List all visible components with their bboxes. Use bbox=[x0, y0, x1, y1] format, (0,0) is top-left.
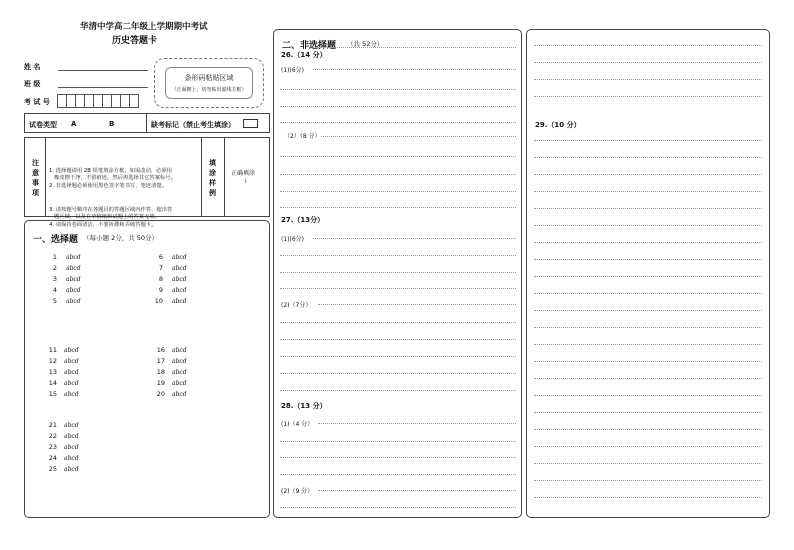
choice-title: 一、选择题 bbox=[33, 235, 79, 245]
exam-no-boxes[interactable] bbox=[58, 94, 139, 106]
nonchoice-section bbox=[273, 29, 522, 518]
choice-row[interactable]: 12 abcd bbox=[48, 357, 79, 365]
paper-type-label: 试卷类型 bbox=[29, 121, 57, 129]
name-label: 姓 名 bbox=[24, 63, 41, 71]
notes-list: 1. 选择题请用 2B 铅笔填涂方框，如需改动，必须用 橡皮擦干净，不留痕迹，然后再选择其它答案标号。 2. 非选择题必须使用黑色签字笔书写，笔迹清楚。 3. 请按题号顺序在各题目的答题区域内作答，超出答 题区域，以及在草稿纸和试题上的答案无效。 4. 请保持卷面清洁，不要折叠和弄破答题卡。 bbox=[49, 167, 176, 229]
exam-no-label: 考 试 号 bbox=[24, 98, 50, 106]
answer-line[interactable] bbox=[534, 157, 762, 158]
choice-row[interactable]: 3 abcd bbox=[52, 275, 81, 283]
answer-line[interactable] bbox=[280, 191, 516, 192]
choice-row[interactable]: 13 abcd bbox=[48, 368, 79, 376]
q26-heading: 26.（14 分） bbox=[281, 51, 327, 59]
answer-line[interactable] bbox=[313, 69, 516, 70]
choice-row[interactable]: 18 abcd bbox=[156, 368, 187, 376]
answer-line[interactable] bbox=[280, 457, 516, 458]
answer-line[interactable] bbox=[534, 276, 762, 277]
answer-line[interactable] bbox=[280, 89, 516, 90]
group2-left bbox=[47, 345, 79, 400]
answer-line[interactable] bbox=[534, 395, 762, 396]
choice-row[interactable]: 24 abcd bbox=[48, 454, 79, 462]
choice-row[interactable]: 15 abcd bbox=[48, 390, 79, 398]
answer-line[interactable] bbox=[534, 378, 762, 379]
answer-line[interactable] bbox=[534, 293, 762, 294]
group1-left bbox=[47, 252, 81, 307]
answer-line[interactable] bbox=[280, 207, 516, 208]
q28-heading: 28.（13 分） bbox=[281, 402, 327, 410]
answer-line[interactable] bbox=[534, 225, 762, 226]
correct-fill-mark: i bbox=[245, 178, 247, 185]
answer-line[interactable] bbox=[280, 174, 516, 175]
answer-line[interactable] bbox=[534, 412, 762, 413]
choice-row[interactable]: 8 abcd bbox=[158, 275, 187, 283]
answer-line[interactable] bbox=[534, 208, 762, 209]
q28-part2: (2)（9 分） bbox=[281, 488, 314, 495]
choice-subtitle: （每小题 2分，共 50分） bbox=[83, 234, 159, 242]
choice-row[interactable]: 9 abcd bbox=[158, 286, 187, 294]
paper-type-a[interactable]: A bbox=[71, 120, 77, 128]
choice-row[interactable]: 7 abcd bbox=[158, 264, 187, 272]
paper-type-row bbox=[24, 113, 270, 133]
answer-line[interactable] bbox=[534, 191, 762, 192]
q27-part1: (1)(6分) bbox=[281, 236, 304, 243]
choice-row[interactable]: 25 abcd bbox=[48, 465, 79, 473]
paper-type-b[interactable]: B bbox=[109, 120, 115, 128]
barcode-title: 条形码粘贴区域 bbox=[184, 74, 234, 82]
answer-line[interactable] bbox=[534, 361, 762, 362]
correct-fill-label: 正确填涂 bbox=[231, 170, 256, 177]
answer-line[interactable] bbox=[280, 339, 516, 340]
answer-line[interactable] bbox=[534, 62, 762, 63]
answer-line[interactable] bbox=[534, 497, 762, 498]
group2-right bbox=[155, 345, 187, 400]
answer-line[interactable] bbox=[534, 96, 762, 97]
answer-line[interactable] bbox=[280, 356, 516, 357]
answer-line[interactable] bbox=[280, 474, 516, 475]
choice-row[interactable]: 17 abcd bbox=[156, 357, 187, 365]
answer-line[interactable] bbox=[534, 480, 762, 481]
choice-row[interactable]: 2 abcd bbox=[52, 264, 81, 272]
answer-line[interactable] bbox=[534, 140, 762, 141]
group3 bbox=[47, 420, 79, 475]
answer-line[interactable] bbox=[321, 136, 516, 137]
notes-box bbox=[24, 137, 270, 229]
choice-row[interactable]: 1 abcd bbox=[52, 253, 81, 261]
notes-label: 注 意 事 项 bbox=[32, 159, 39, 197]
answer-line[interactable] bbox=[280, 373, 516, 374]
choice-row[interactable]: 23 abcd bbox=[48, 443, 79, 451]
answer-line[interactable] bbox=[534, 259, 762, 260]
choice-row[interactable]: 20 abcd bbox=[156, 390, 187, 398]
choice-row[interactable]: 21 abcd bbox=[48, 421, 79, 429]
class-field[interactable] bbox=[58, 87, 148, 88]
answer-line[interactable] bbox=[280, 122, 516, 123]
answer-line[interactable] bbox=[318, 490, 516, 491]
choice-row[interactable]: 4 abcd bbox=[52, 286, 81, 294]
exam-title: 华清中学高二年级上学期期中考试 bbox=[80, 22, 208, 32]
answer-line[interactable] bbox=[318, 304, 516, 305]
choice-row[interactable]: 16 abcd bbox=[156, 346, 187, 354]
choice-section bbox=[24, 220, 270, 518]
answer-line[interactable] bbox=[313, 238, 516, 239]
absent-label: 缺考标记（禁止考生填涂） bbox=[151, 121, 235, 129]
answer-line[interactable] bbox=[280, 255, 516, 256]
answer-line[interactable] bbox=[280, 156, 516, 157]
sample-label: 填 涂 样 例 bbox=[209, 159, 216, 197]
answer-line[interactable] bbox=[280, 507, 516, 508]
choice-row[interactable]: 10 abcd bbox=[154, 297, 187, 305]
choice-row[interactable]: 5 abcd bbox=[52, 297, 81, 305]
answer-line[interactable] bbox=[534, 429, 762, 430]
class-label: 班 级 bbox=[24, 80, 41, 88]
answer-line[interactable] bbox=[280, 441, 516, 442]
answer-line[interactable] bbox=[280, 272, 516, 273]
name-field[interactable] bbox=[58, 70, 148, 71]
answer-line[interactable] bbox=[280, 322, 516, 323]
q28-part1: (1)（4 分） bbox=[281, 421, 314, 428]
barcode-area bbox=[154, 58, 264, 108]
answer-line[interactable] bbox=[534, 242, 762, 243]
answer-line[interactable] bbox=[280, 106, 516, 107]
sheet-title: 历史答题卡 bbox=[112, 36, 158, 46]
answer-line[interactable] bbox=[534, 446, 762, 447]
q27-part2: (2)（7分） bbox=[281, 302, 312, 309]
q26-part2: （2）（8 分） bbox=[284, 133, 321, 140]
barcode-note: （正面朝上，切勿贴出虚线方框） bbox=[171, 87, 247, 93]
answer-line[interactable] bbox=[534, 79, 762, 80]
q27-heading: 27.（13分） bbox=[281, 216, 325, 224]
q26-part1: (1)(6分) bbox=[281, 67, 304, 74]
absent-checkbox[interactable] bbox=[243, 119, 258, 128]
choice-row[interactable]: 11 abcd bbox=[48, 346, 79, 354]
answer-line[interactable] bbox=[534, 327, 762, 328]
answer-line[interactable] bbox=[318, 423, 516, 424]
choice-row[interactable]: 22 abcd bbox=[48, 432, 79, 440]
answer-line[interactable] bbox=[534, 463, 762, 464]
answer-line[interactable] bbox=[313, 47, 516, 48]
choice-row[interactable]: 19 abcd bbox=[156, 379, 187, 387]
nonchoice-subtitle: （共 52分） bbox=[347, 40, 384, 48]
choice-row[interactable]: 14 abcd bbox=[48, 379, 79, 387]
choice-row[interactable]: 6 abcd bbox=[158, 253, 187, 261]
answer-line[interactable] bbox=[534, 310, 762, 311]
q29-heading: 29.（10 分） bbox=[535, 121, 581, 129]
answer-line[interactable] bbox=[534, 45, 762, 46]
answer-line[interactable] bbox=[280, 390, 516, 391]
q29-section bbox=[526, 29, 770, 518]
answer-line[interactable] bbox=[280, 288, 516, 289]
answer-line[interactable] bbox=[534, 344, 762, 345]
group1-right bbox=[153, 252, 187, 307]
nonchoice-title: 二、非选择题 bbox=[282, 41, 337, 51]
answer-line[interactable] bbox=[534, 174, 762, 175]
